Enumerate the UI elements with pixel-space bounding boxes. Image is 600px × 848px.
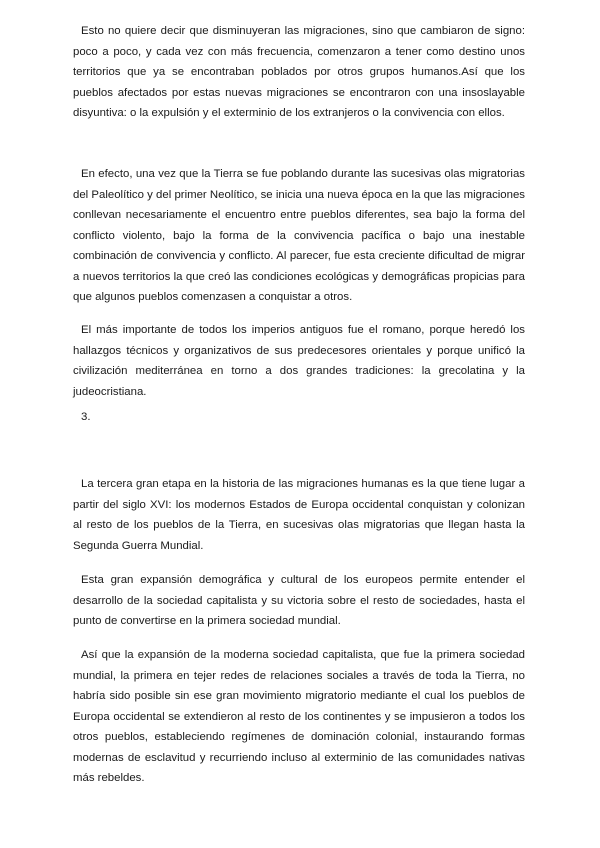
section-number: 3. [81,411,91,423]
paragraph-nueva-epoca-conquista: En efecto, una vez que la Tierra se fue poblando durante las sucesivas olas migratorias del Paleolítico y del primer Neolítico, se inicia una nueva época en la que las migraciones conllevan necesariamente el encuentro entre pueblos diferentes, sea bajo la forma del conflicto violento, bajo la forma de la convivencia pacífica o bajo una inestable combinación de convivencia y conflicto. Al parecer, fue esta creciente dificultad de migrar a nuevos territorios la que creó las condiciones ecológicas y demográficas propicias para que algunos pueblos comenzasen a conquistar a otros. [73,168,525,303]
paragraph-imperio-romano: El más importante de todos los imperios antiguos fue el romano, porque heredó los hallazgos técnicos y organizativos de sus predecesores orientales y porque unificó la civilización mediterránea en torno a dos grandes tradiciones: la grecolatina y la judeocristiana. [73,324,525,398]
paragraph-migraciones-cambio-signo: Esto no quiere decir que disminuyeran las migraciones, sino que cambiaron de signo: poco a poco, y cada vez con más frecuencia, comenzaron a tener como destino unos territorios que ya se encontraban poblados por otros grupos humanos.Así que los pueblos afectados por estas nuevas migraciones se encontraron con una insoslayable disyuntiva: o la expulsión y el exterminio de los extranjeros o la convivencia con ellos. [73,25,525,119]
paragraph-tercera-etapa: La tercera gran etapa en la historia de las migraciones humanas es la que tiene lugar a partir del siglo XVI: los modernos Estados de Europa occidental conquistan y colonizan al resto de los pueblos de la Tierra, en sucesivas olas migratorias que llegan hasta la Segunda Guerra Mundial. [73,478,525,552]
paragraph-expansion-europeos: Esta gran expansión demográfica y cultural de los europeos permite entender el desarrollo de la sociedad capitalista y su victoria sobre el resto de sociedades, hasta el punto de convertirse en la primera sociedad mundial. [73,574,525,627]
paragraph-sociedad-capitalista: Así que la expansión de la moderna sociedad capitalista, que fue la primera sociedad mundial, la primera en tejer redes de relaciones sociales a través de toda la Tierra, no habría sido posible sin ese gran movimiento migratorio mediante el cual los pueblos de Europa occidental se extendieron al resto de los continentes y se impusieron a todos los otros pueblos, estableciendo regímenes de dominación colonial, instaurando formas modernas de esclavitud y recurriendo incluso al exterminio de las comunidades nativas más rebeldes. [73,649,525,784]
